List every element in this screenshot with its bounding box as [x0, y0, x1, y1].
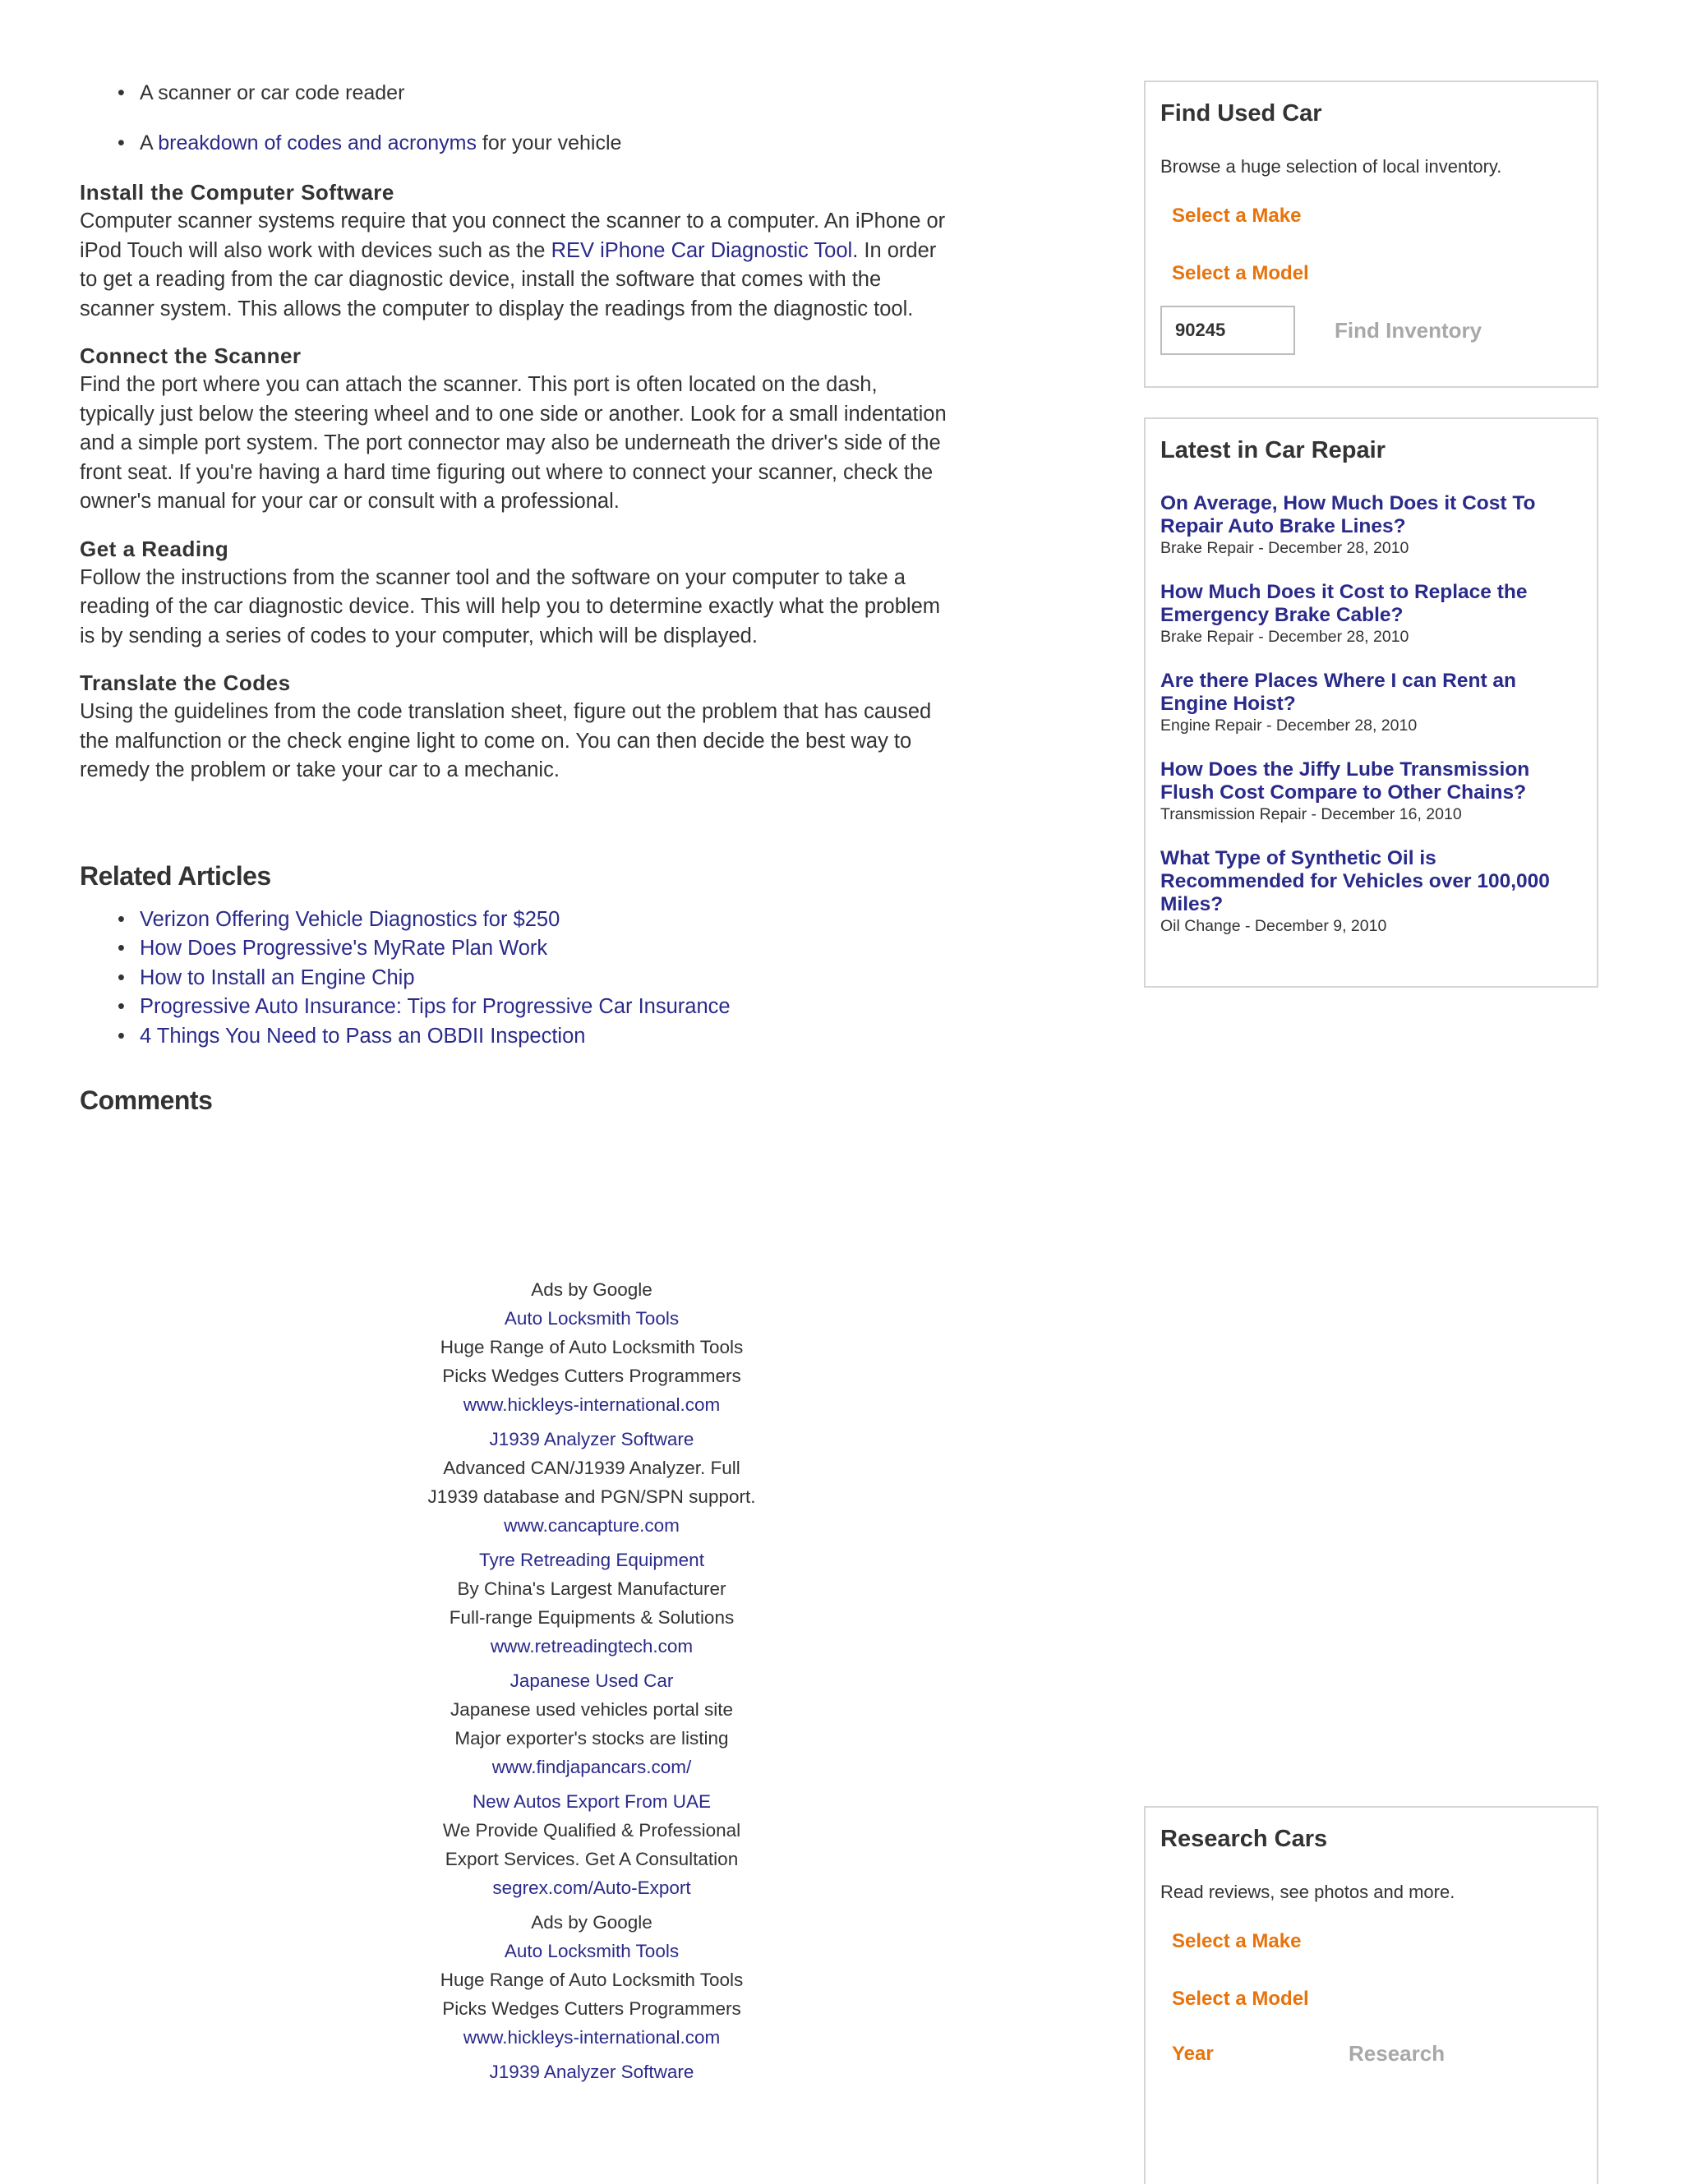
latest-article-meta: Brake Repair - December 28, 2010	[1160, 539, 1409, 557]
latest-article-meta: Brake Repair - December 28, 2010	[1160, 628, 1409, 646]
find-used-car-title: Find Used Car	[1160, 100, 1322, 127]
latest-article-link[interactable]: How Does the Jiffy Lube Transmission Flush Cost Compare to Other Chains?	[1160, 758, 1530, 804]
list-item-text: for your vehicle	[476, 131, 622, 154]
ad-text: Major exporter's stocks are listing	[454, 1728, 729, 1749]
related-article-link[interactable]: Verizon Offering Vehicle Diagnostics for $250	[140, 907, 560, 931]
ad-text: Huge Range of Auto Locksmith Tools	[440, 1337, 744, 1357]
ads-by-google-label: Ads by Google	[531, 1912, 652, 1933]
year-row	[1160, 2041, 1582, 2067]
rev-iphone-tool-link[interactable]: REV iPhone Car Diagnostic Tool	[551, 238, 853, 262]
ad-text: Japanese used vehicles portal site	[450, 1699, 733, 1720]
find-used-car-widget	[1144, 81, 1598, 388]
section-connect-scanner	[80, 342, 951, 517]
ad-text: Advanced CAN/J1939 Analyzer. Full	[443, 1458, 740, 1478]
ad-unit	[345, 1425, 838, 1540]
section-heading: Translate the Codes	[80, 670, 291, 695]
ad-text: Full-range Equipments & Solutions	[449, 1607, 735, 1628]
research-cars-title: Research Cars	[1160, 1826, 1328, 1852]
select-make-dropdown[interactable]: Select a Make	[1172, 1930, 1302, 1952]
section-text: Find the port where you can attach the scanner. This port is often located on the dash, typically just below the steering wheel and to one side or another. Look for a small indentation and a simple port system. The port connector may also be underneath the driver's side of the front seat. If you're having a hard time figuring out where to connect your scanner, check the owner's manual for your car or consult with a professional.	[80, 373, 947, 513]
latest-article-link[interactable]: Are there Places Where I can Rent an Engine Hoist?	[1160, 670, 1516, 715]
ad-unit	[345, 1666, 838, 1781]
latest-car-repair-widget	[1144, 417, 1598, 988]
list-item	[80, 1022, 951, 1052]
select-year-dropdown[interactable]: Year	[1172, 2042, 1214, 2065]
list-item	[80, 964, 951, 993]
ad-url-link[interactable]: www.cancapture.com	[504, 1515, 680, 1536]
list-item-text: A	[140, 131, 159, 154]
find-inventory-button[interactable]: Find Inventory	[1335, 317, 1482, 343]
ad-unit	[345, 1908, 838, 2052]
ad-title-link[interactable]: Tyre Retreading Equipment	[479, 1550, 704, 1570]
ad-url-link[interactable]: www.retreadingtech.com	[490, 1636, 694, 1656]
ad-text: Huge Range of Auto Locksmith Tools	[440, 1970, 744, 1990]
ad-text: Picks Wedges Cutters Programmers	[442, 1998, 741, 2019]
ad-url-link[interactable]: segrex.com/Auto-Export	[492, 1878, 691, 1898]
list-item-text: A scanner or car code reader	[140, 81, 405, 104]
section-translate-codes	[80, 669, 951, 786]
latest-article-meta: Engine Repair - December 28, 2010	[1160, 716, 1418, 735]
ad-title-link[interactable]: Japanese Used Car	[510, 1670, 674, 1691]
related-article-link[interactable]: How Does Progressive's MyRate Plan Work	[140, 937, 548, 960]
section-text	[80, 207, 951, 324]
ad-title-link[interactable]: Auto Locksmith Tools	[504, 1308, 680, 1329]
section-text-part: Computer scanner systems require that you connect the scanner to a computer. An iPhone or iPod Touch will also work with devices such as the	[80, 210, 946, 262]
section-text: Using the guidelines from the code translation sheet, figure out the problem that has caused the malfunction or the check engine light to come on. You can then decide the best way to remedy the problem or take your car to a mechanic.	[80, 700, 932, 781]
list-item	[80, 905, 951, 935]
requirements-list	[80, 78, 951, 158]
article-body	[80, 78, 951, 1117]
ad-text: Picks Wedges Cutters Programmers	[442, 1366, 741, 1386]
related-articles-list	[80, 905, 951, 1052]
related-articles	[80, 859, 951, 1052]
ad-unit	[345, 1275, 838, 1419]
ad-title-link[interactable]: J1939 Analyzer Software	[489, 2062, 694, 2082]
codes-acronyms-link[interactable]: breakdown of codes and acronyms	[158, 131, 477, 154]
comments-title: Comments	[80, 1085, 213, 1115]
research-cars-description: Read reviews, see photos and more.	[1160, 1882, 1455, 1902]
related-article-link[interactable]: 4 Things You Need to Pass an OBDII Inspection	[140, 1024, 586, 1048]
ad-url-link[interactable]: www.findjapancars.com/	[491, 1757, 692, 1777]
select-model-dropdown[interactable]: Select a Model	[1172, 1988, 1309, 2010]
list-item	[80, 934, 951, 964]
latest-article-link[interactable]: How Much Does it Cost to Replace the Emergency Brake Cable?	[1160, 581, 1528, 626]
select-model-dropdown[interactable]: Select a Model	[1172, 262, 1309, 284]
ad-title-link[interactable]: J1939 Analyzer Software	[489, 1429, 694, 1449]
section-text: Follow the instructions from the scanner tool and the software on your computer to take a reading of the car diagnostic device. This will help you to determine exactly what the problem is by sending a series of codes to your computer, which will be displayed.	[80, 565, 941, 647]
ad-unit	[345, 1787, 838, 1902]
list-item	[1160, 758, 1582, 825]
research-cars-widget	[1144, 1806, 1598, 2184]
list-item	[80, 78, 951, 108]
list-item	[1160, 670, 1582, 736]
ad-url-link[interactable]: www.hickleys-international.com	[463, 1394, 721, 1415]
google-ads	[345, 1275, 838, 2092]
ad-text: By China's Largest Manufacturer	[457, 1578, 726, 1599]
section-get-reading	[80, 535, 951, 652]
zip-row	[1160, 306, 1582, 355]
select-make-dropdown[interactable]: Select a Make	[1172, 205, 1302, 227]
ad-text: J1939 database and PGN/SPN support.	[427, 1486, 756, 1507]
related-article-link[interactable]: How to Install an Engine Chip	[140, 965, 415, 989]
list-item	[1160, 492, 1582, 559]
section-heading: Connect the Scanner	[80, 343, 302, 368]
latest-article-meta: Oil Change - December 9, 2010	[1160, 917, 1387, 935]
latest-article-link[interactable]: What Type of Synthetic Oil is Recommended for Vehicles over 100,000 Miles?	[1160, 847, 1550, 915]
ads-by-google-label: Ads by Google	[531, 1279, 652, 1300]
latest-car-repair-title: Latest in Car Repair	[1160, 437, 1386, 463]
ad-unit	[345, 2057, 838, 2086]
ad-unit	[345, 1546, 838, 1661]
list-item	[1160, 581, 1582, 647]
section-heading: Get a Reading	[80, 536, 229, 561]
list-item	[80, 993, 951, 1022]
list-item	[1160, 847, 1582, 937]
latest-article-meta: Transmission Repair - December 16, 2010	[1160, 805, 1462, 823]
related-articles-title: Related Articles	[80, 860, 271, 891]
list-item	[80, 128, 951, 158]
latest-article-link[interactable]: On Average, How Much Does it Cost To Repair Auto Brake Lines?	[1160, 492, 1536, 537]
ad-text: We Provide Qualified & Professional	[442, 1820, 741, 1841]
ad-url-link[interactable]: www.hickleys-international.com	[463, 2027, 721, 2048]
ad-title-link[interactable]: New Autos Export From UAE	[472, 1791, 712, 1812]
section-heading: Install the Computer Software	[80, 180, 394, 205]
ad-title-link[interactable]: Auto Locksmith Tools	[504, 1941, 680, 1961]
section-install-software	[80, 178, 951, 324]
zip-code-input[interactable]: 90245	[1160, 306, 1295, 355]
comments-section	[80, 1084, 951, 1117]
section-text-part: . In order to get a reading from the car diagnostic device, install the software that comes with the scanner system. This allows the computer to display the readings from the diagnostic tool.	[80, 238, 937, 320]
related-article-link[interactable]: Progressive Auto Insurance: Tips for Progressive Car Insurance	[140, 995, 731, 1018]
ad-text: Export Services. Get A Consultation	[445, 1849, 739, 1869]
find-used-car-description: Browse a huge selection of local inventory.	[1160, 156, 1502, 177]
research-button[interactable]: Research	[1349, 2041, 1446, 2066]
